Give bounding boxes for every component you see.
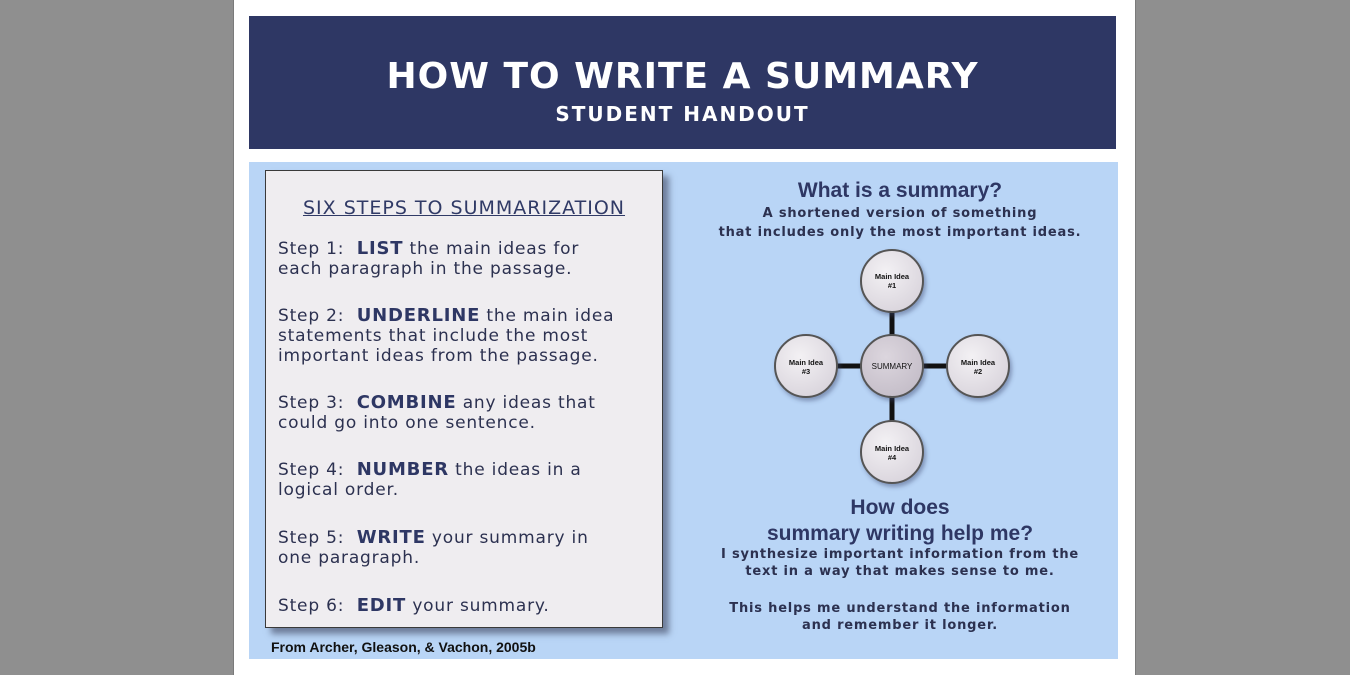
step-text: any ideas that bbox=[456, 393, 596, 413]
answer-line: and remember it longer. bbox=[802, 618, 998, 633]
steps-title: SIX STEPS TO SUMMARIZATION bbox=[302, 197, 626, 219]
step-prefix: Step 3: bbox=[278, 393, 345, 413]
step-text: the main ideas for bbox=[403, 239, 580, 259]
node-label: Main Idea bbox=[788, 358, 824, 367]
main-idea-node-4 bbox=[861, 421, 923, 483]
source-credit: From Archer, Gleason, & Vachon, 2005b bbox=[271, 639, 536, 655]
steps-box bbox=[265, 170, 663, 628]
info-column bbox=[689, 162, 1111, 659]
main-idea-node-2 bbox=[947, 335, 1009, 397]
node-number: #3 bbox=[801, 367, 811, 376]
step-keyword: EDIT bbox=[356, 595, 407, 616]
answer-line: text in a way that makes sense to me. bbox=[745, 564, 1055, 579]
node-number: #1 bbox=[887, 281, 897, 290]
step-text: one paragraph. bbox=[278, 548, 421, 568]
node-number: #2 bbox=[973, 367, 983, 376]
step-text: logical order. bbox=[278, 480, 399, 500]
center-node bbox=[861, 335, 923, 397]
step-text: your summary. bbox=[406, 596, 550, 616]
node-label: Main Idea bbox=[960, 358, 996, 367]
summary-diagram bbox=[689, 162, 1111, 492]
step-text: important ideas from the passage. bbox=[278, 346, 599, 366]
step-text: could go into one sentence. bbox=[278, 413, 536, 433]
step-keyword: LIST bbox=[356, 238, 404, 259]
step-prefix: Step 4: bbox=[278, 460, 345, 480]
header-banner bbox=[249, 16, 1116, 149]
definition-line: A shortened version of something bbox=[762, 206, 1038, 221]
step-5 bbox=[278, 528, 658, 568]
node-label: Main Idea bbox=[874, 272, 910, 281]
step-3 bbox=[278, 393, 658, 433]
how-heading bbox=[689, 495, 1111, 547]
step-prefix: Step 5: bbox=[278, 528, 345, 548]
definition-line: that includes only the most important ideas. bbox=[718, 225, 1082, 240]
step-prefix: Step 1: bbox=[278, 239, 345, 259]
how-answer-2 bbox=[689, 600, 1111, 634]
step-keyword: COMBINE bbox=[356, 392, 457, 413]
answer-line: This helps me understand the information bbox=[729, 601, 1071, 616]
how-answer-1 bbox=[689, 546, 1111, 580]
step-text: the ideas in a bbox=[448, 460, 582, 480]
page-title: HOW TO WRITE A SUMMARY bbox=[386, 56, 979, 97]
page-subtitle: STUDENT HANDOUT bbox=[555, 102, 810, 126]
what-is-heading: What is a summary? bbox=[797, 179, 1003, 202]
step-prefix: Step 6: bbox=[278, 596, 345, 616]
step-text: the main idea bbox=[480, 306, 615, 326]
main-idea-node-1 bbox=[861, 250, 923, 312]
step-text: statements that include the most bbox=[278, 326, 589, 346]
step-prefix: Step 2: bbox=[278, 306, 345, 326]
node-number: #4 bbox=[887, 453, 897, 462]
handout-page bbox=[233, 0, 1136, 675]
step-text: your summary in bbox=[425, 528, 589, 548]
step-4 bbox=[278, 460, 658, 500]
step-keyword: NUMBER bbox=[356, 459, 449, 480]
answer-line: I synthesize important information from the bbox=[720, 547, 1080, 562]
step-keyword: WRITE bbox=[356, 527, 426, 548]
step-1 bbox=[278, 239, 658, 279]
how-heading-line: How does bbox=[850, 496, 950, 519]
main-idea-node-3 bbox=[775, 335, 837, 397]
step-keyword: UNDERLINE bbox=[356, 305, 481, 326]
center-label: SUMMARY bbox=[871, 362, 913, 371]
content-panel bbox=[249, 162, 1118, 659]
step-2 bbox=[278, 306, 658, 366]
step-text: each paragraph in the passage. bbox=[278, 259, 573, 279]
step-6 bbox=[278, 596, 658, 616]
node-label: Main Idea bbox=[874, 444, 910, 453]
how-heading-line: summary writing help me? bbox=[766, 522, 1034, 545]
